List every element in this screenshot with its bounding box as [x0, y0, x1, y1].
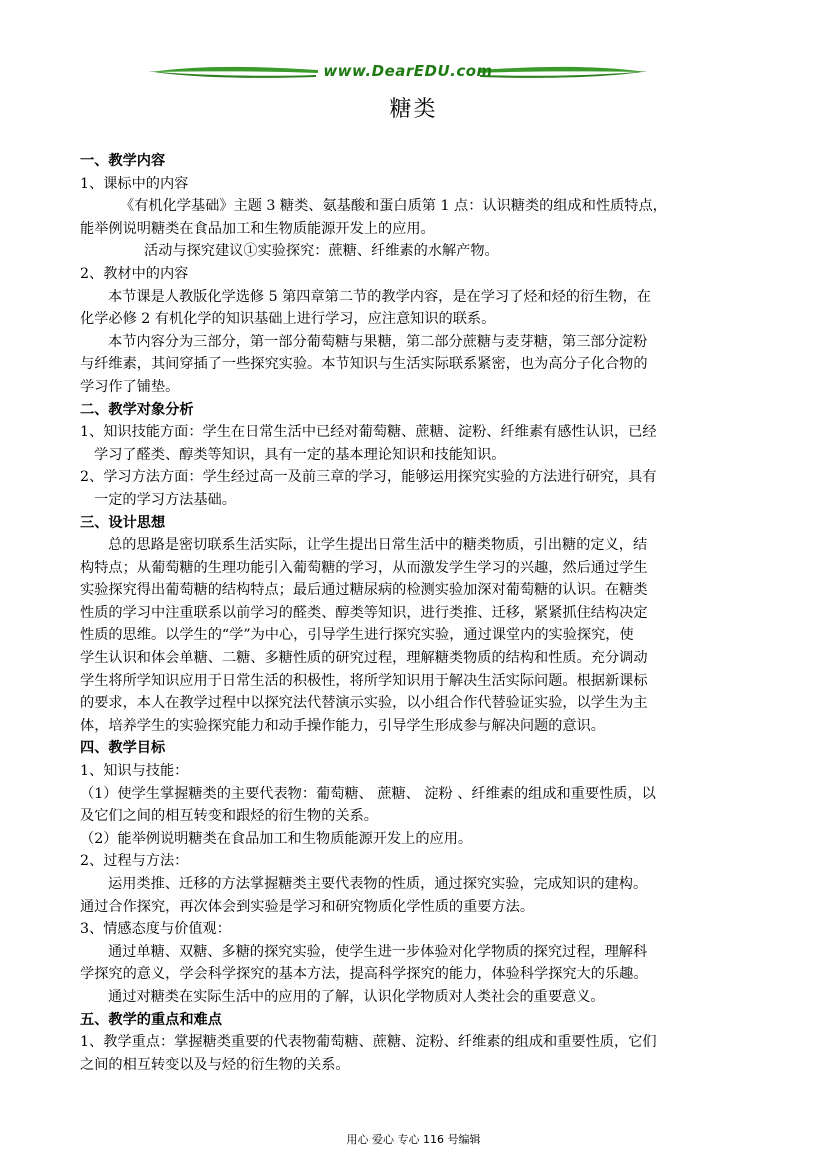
section-heading: 二、教学对象分析 — [80, 401, 194, 418]
text-line: 体，培养学生的实验探究能力和动手操作能力，引导学生形成参与解决问题的意识。 — [80, 717, 605, 734]
text-line: 学生将所学知识应用于日常生活的积极性，将所学知识用于解决生活实际问题。根据新课标 — [80, 672, 648, 689]
text-line: 总的思路是密切联系生活实际，让学生提出日常生活中的糖类物质，引出糖的定义，结 — [108, 537, 648, 554]
text-line: 1、知识与技能： — [80, 763, 189, 780]
text-line: 一定的学习方法基础。 — [94, 491, 236, 508]
text-line: 通过合作探究，再次体会到实验是学习和研究物质化学性质的重要方法。 — [80, 898, 535, 915]
text-line: 能举例说明糖类在食品加工和生物质能源开发上的应用。 — [80, 220, 435, 237]
section-heading: 四、教学目标 — [80, 740, 166, 757]
text-line: 的要求，本人在教学过程中以探究法代替演示实验，以小组合作代替验证实验，以学生为主 — [80, 695, 648, 712]
text-line: 构特点；从葡萄糖的生理功能引入葡萄糖的学习，从而激发学生学习的兴趣，然后通过学生 — [80, 559, 648, 576]
text-line: 通过单糖、双糖、多糖的探究实验，使学生进一步体验对化学物质的探究过程，理解科 — [108, 943, 648, 960]
section-heading: 五、教学的重点和难点 — [80, 1011, 222, 1028]
text-line: 《有机化学基础》主题 3 糖类、氨基酸和蛋白质第 1 点：认识糖类的组成和性质特点， — [120, 198, 667, 215]
text-line: 3、情感态度与价值观： — [80, 921, 231, 938]
text-line: 性质的思维。以学生的“学”为中心，引导学生进行探究实验，通过课堂内的实验探究，使 — [80, 627, 634, 644]
text-line: 2、学习方法方面：学生经过高一及前三章的学习，能够运用探究实验的方法进行研究，具有 — [80, 469, 657, 486]
text-line: 运用类推、迁移的方法掌握糖类主要代表物的性质，通过探究实验，完成知识的建构。 — [108, 876, 648, 892]
page-title: 糖类 — [389, 97, 438, 122]
text-line: 活动与探究建议①实验探究：蔗糖、纤维素的水解产物。 — [144, 243, 499, 260]
site-banner — [148, 58, 648, 88]
text-line: 实验探究得出葡萄糖的结构特点；最后通过糖尿病的检测实验加深对葡萄糖的认识。在糖类 — [80, 582, 648, 599]
text-line: 之间的相互转变以及与烃的衍生物的关系。 — [80, 1056, 350, 1073]
text-line: 性质的学习中注重联系以前学习的醛类、醇类等知识，进行类推、迁移，紧紧抓住结构决定 — [80, 604, 648, 621]
banner-url: www.DearEDU.com — [323, 62, 493, 80]
text-line: （2）能举例说明糖类在食品加工和生物质能源开发上的应用。 — [80, 830, 473, 847]
text-line: 2、教材中的内容 — [80, 265, 189, 282]
page-footer: 用心 爱心 专心 116 号编辑 — [346, 1133, 481, 1146]
text-line: 学习作了铺垫。 — [80, 378, 180, 395]
text-line: 1、知识技能方面：学生在日常生活中已经对葡萄糖、蔗糖、淀粉、纤维素有感性认识，已经 — [80, 424, 657, 441]
text-line: 及它们之间的相互转变和跟烃的衍生物的关系。 — [80, 808, 378, 825]
section-heading: 三、设计思想 — [80, 514, 166, 531]
text-line: 学探究的意义，学会科学探究的基本方法，提高科学探究的能力，体验科学探究大的乐趣。 — [80, 966, 648, 983]
text-line: 2、过程与方法： — [80, 853, 189, 870]
text-line: 1、课标中的内容 — [80, 175, 189, 192]
text-line: 本节课是人教版化学选修 5 第四章第二节的教学内容，是在学习了烃和烃的衍生物，在 — [108, 288, 651, 305]
section-heading: 一、教学内容 — [80, 153, 166, 169]
text-line: 化学必修 2 有机化学的知识基础上进行学习，应注意知识的联系。 — [80, 311, 496, 328]
text-line: （1）使学生掌握糖类的主要代表物：葡萄糖、 蔗糖、 淀粉 、纤维素的组成和重要性质，以 — [80, 785, 656, 802]
text-line: 与纤维素，其间穿插了一些探究实验。本节知识与生活实际联系紧密，也为高分子化合物的 — [80, 356, 648, 373]
text-line: 通过对糖类在实际生活中的应用的了解，认识化学物质对人类社会的重要意义。 — [108, 988, 605, 1005]
text-line: 本节内容分为三部分，第一部分葡萄糖与果糖，第二部分蔗糖与麦芽糖，第三部分淀粉 — [108, 333, 648, 350]
text-line: 学生认识和体会单糖、二糖、多糖性质的研究过程，理解糖类物质的结构和性质。充分调动 — [80, 650, 648, 667]
text-line: 学习了醛类、醇类等知识，具有一定的基本理论知识和技能知识。 — [94, 446, 506, 463]
text-line: 1、教学重点：掌握糖类重要的代表物葡萄糖、蔗糖、淀粉、纤维素的组成和重要性质，它们 — [80, 1034, 657, 1051]
document-body — [80, 150, 752, 1076]
